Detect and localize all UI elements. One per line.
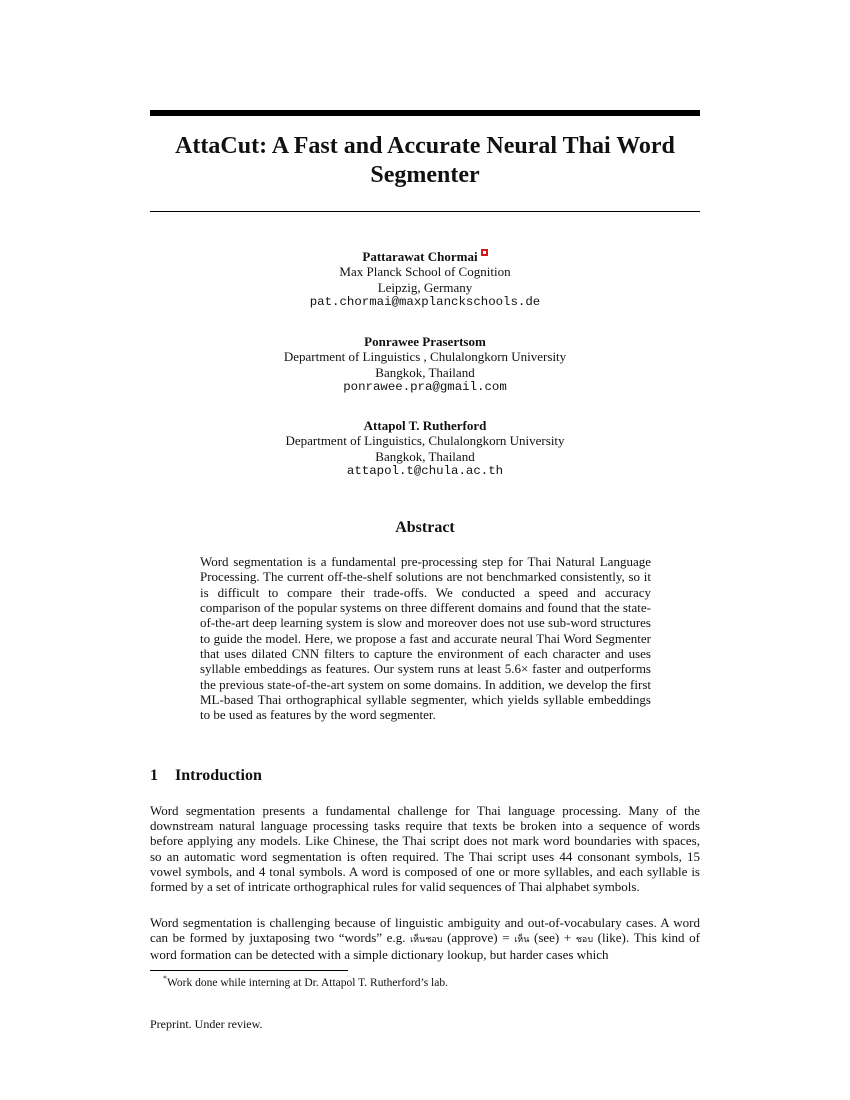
author-block-1	[150, 249, 700, 311]
author-email[interactable]: ponrawee.pra@gmail.com	[343, 380, 507, 395]
thai-word: ชอบ	[575, 934, 594, 945]
author-block-2	[150, 334, 700, 396]
orcid-icon[interactable]	[481, 249, 488, 256]
thai-word: เห็นชอบ	[410, 934, 443, 945]
thai-word: เห็น	[514, 934, 530, 945]
author-name: Pattarawat Chormai	[362, 249, 478, 264]
author-location: Bangkok, Thailand	[375, 448, 475, 464]
footnote	[163, 974, 448, 989]
author-name: Attapol T. Rutherford	[363, 418, 487, 433]
paragraph-text: Word segmentation is challenging because of linguistic ambiguity and out-of-vocabulary cases. A word can be formed by juxtaposing two “words” e.g.	[150, 915, 700, 946]
author-name: Ponrawee Prasertsom	[364, 334, 486, 349]
abstract-heading: Abstract	[395, 519, 455, 536]
paragraph-text: (see) +	[529, 930, 576, 946]
author-affiliation: Department of Linguistics, Chulalongkorn University	[285, 433, 565, 449]
author-location: Leipzig, Germany	[377, 279, 473, 295]
paper-title: AttaCut: A Fast and Accurate Neural Thai Word Segmenter	[175, 133, 675, 188]
title-top-rule	[150, 110, 700, 116]
intro-paragraph-2	[150, 915, 700, 963]
author-email[interactable]: pat.chormai@maxplanckschools.de	[309, 295, 541, 310]
title-bottom-rule	[150, 211, 700, 212]
footnote-rule	[150, 970, 348, 971]
author-email[interactable]: attapol.t@chula.ac.th	[346, 464, 504, 479]
author-block-3	[150, 418, 700, 480]
footnote-text: Work done while interning at Dr. Attapol T. Rutherford’s lab.	[167, 976, 448, 989]
section-number: 1	[150, 767, 158, 784]
footnote-marker: *	[163, 974, 167, 983]
paragraph-text: (like). This kind of word formation can be detected with a simple dictionary lookup, but harder cases which	[150, 930, 700, 963]
author-affiliation: Department of Linguistics , Chulalongkorn University	[283, 349, 567, 365]
author-affiliation: Max Planck School of Cognition	[339, 264, 511, 280]
section-heading	[150, 767, 262, 785]
section-title: Introduction	[175, 767, 262, 784]
author-location: Bangkok, Thailand	[375, 364, 475, 380]
preprint-note: Preprint. Under review.	[150, 1017, 263, 1031]
abstract-text: Word segmentation is a fundamental pre-processing step for Thai Natural Language Processing. The current off-the-shelf solutions are not benchmarked consistently, so it is difficult to compare their trade-offs. We conducted a speed and accuracy comparison of the popular systems on three different domains and found that the state-of-the-art deep learning system is slow and moreover does not use sub-word structures to guide the model. Here, we propose a fast and accurate neural Thai Word Segmenter that uses dilated CNN filters to capture the environment of each character and uses syllable embeddings as features. Our system runs at least 5.6× faster and outperforms the previous state-of-the-art system on some domains. In addition, we develop the first ML-based Thai orthographical syllable segmenter, which yields syllable embeddings to be used as features by the word segmenter.	[200, 554, 651, 723]
intro-paragraph-1: Word segmentation presents a fundamental challenge for Thai language processing. Many of the downstream natural language processing tasks require that texts be broken into a sequence of words before applying any models. Like Chinese, the Thai script does not mark word boundaries with spaces, so an automatic word segmentation is often required. The Thai script uses 44 consonant symbols, 15 vowel symbols, and 4 tonal symbols. A word is composed of one or more syllables, and each syllable is formed by a set of intricate orthographical rules for valid sequences of Thai alphabet symbols.	[150, 803, 700, 895]
paragraph-text: (approve) =	[442, 930, 515, 946]
